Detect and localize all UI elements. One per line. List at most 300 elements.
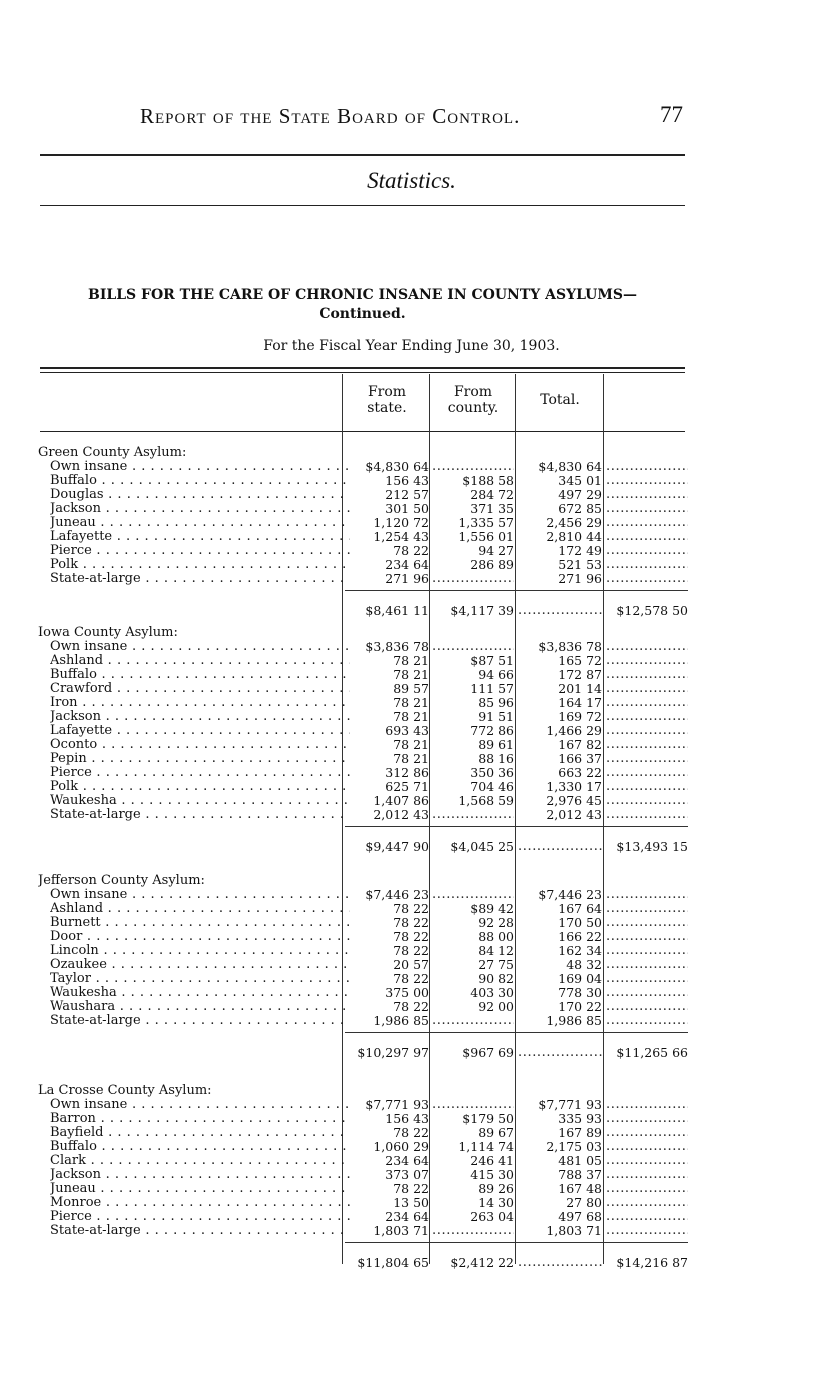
- dot-leader: [606, 1154, 688, 1168]
- from-state-value: $3,836 78: [365, 639, 429, 654]
- from-county-value: $188 58: [462, 473, 514, 488]
- from-state-value: 212 57: [385, 487, 429, 502]
- dot-leader: [606, 916, 688, 930]
- county-label: State-at-large . . .: [50, 1014, 350, 1028]
- from-state-value: 1,254 43: [373, 529, 429, 544]
- table-row: [0, 1000, 823, 1014]
- total-value: 169 04: [558, 971, 602, 986]
- sum-from-county: $4,045 25: [450, 839, 514, 854]
- table-row: [0, 902, 823, 916]
- table-row: [0, 724, 823, 738]
- total-value: 167 48: [558, 1181, 602, 1196]
- from-county-value: 371 35: [470, 501, 514, 516]
- dot-leader: [518, 1046, 602, 1060]
- sum-from-state: $10,297 97: [357, 1045, 429, 1060]
- table-row: [0, 972, 823, 986]
- from-state-value: 1,060 29: [373, 1139, 429, 1154]
- from-county-value: 1,114 74: [458, 1139, 514, 1154]
- from-state-value: 78 22: [393, 901, 429, 916]
- dot-leader: [606, 516, 688, 530]
- from-state-value: 78 21: [393, 737, 429, 752]
- asylum-heading: [0, 1084, 823, 1098]
- county-label: Buffalo . . .: [50, 668, 350, 682]
- county-label: Taylor . . .: [50, 972, 350, 986]
- dot-leader: [606, 654, 688, 668]
- county-label: Ozaukee . . .: [50, 958, 350, 972]
- from-county-value: 1,568 59: [458, 793, 514, 808]
- from-county-value: 772 86: [470, 723, 514, 738]
- from-state-value: 234 64: [385, 1209, 429, 1224]
- table-row: [0, 530, 823, 544]
- table-row: [0, 752, 823, 766]
- dot-leader: [606, 1014, 688, 1028]
- from-state-value: 13 50: [393, 1195, 429, 1210]
- dot-leader: [606, 958, 688, 972]
- table-head-rule: [40, 431, 685, 432]
- page-number: 77: [660, 102, 683, 127]
- dot-leader: [432, 572, 514, 586]
- dot-leader: [606, 1168, 688, 1182]
- county-label: Lafayette . . .: [50, 530, 350, 544]
- total-value: 672 85: [558, 501, 602, 516]
- dot-leader: [518, 1256, 602, 1270]
- from-state-value: 373 07: [385, 1167, 429, 1182]
- dot-leader: [606, 902, 688, 916]
- total-value: 167 82: [558, 737, 602, 752]
- col-head-total: Total.: [540, 392, 580, 408]
- table-row: [0, 558, 823, 572]
- table-row: [0, 710, 823, 724]
- grand-total: $14,216 87: [616, 1255, 688, 1270]
- total-value: 169 72: [558, 709, 602, 724]
- dot-leader: [606, 696, 688, 710]
- county-label: Own insane . . .: [50, 1098, 350, 1112]
- table-row: [0, 1182, 823, 1196]
- dot-leader: [606, 572, 688, 586]
- total-value: 1,466 29: [546, 723, 602, 738]
- county-label: Bayfield . . .: [50, 1126, 350, 1140]
- total-value: 2,456 29: [546, 515, 602, 530]
- sum-rule: [345, 590, 688, 591]
- from-state-value: 78 21: [393, 695, 429, 710]
- sum-from-county: $4,117 39: [450, 603, 514, 618]
- county-label: Iron . . .: [50, 696, 350, 710]
- from-county-value: 286 89: [470, 557, 514, 572]
- from-state-value: 1,120 72: [373, 515, 429, 530]
- from-county-value: 89 67: [478, 1125, 514, 1140]
- from-county-value: 85 96: [478, 695, 514, 710]
- from-county-value: 92 00: [478, 999, 514, 1014]
- dot-leader: [606, 766, 688, 780]
- from-state-value: 234 64: [385, 557, 429, 572]
- table-title-line2: Continued.: [319, 306, 406, 322]
- from-county-value: $87 51: [470, 653, 514, 668]
- total-value: 170 22: [558, 999, 602, 1014]
- from-county-value: 84 12: [478, 943, 514, 958]
- table-row: [0, 1112, 823, 1126]
- from-state-value: 78 22: [393, 1181, 429, 1196]
- section-rule: [40, 205, 685, 206]
- from-state-value: 312 86: [385, 765, 429, 780]
- dot-leader: [606, 1126, 688, 1140]
- from-state-value: 78 22: [393, 915, 429, 930]
- grand-total: $13,493 15: [616, 839, 688, 854]
- from-county-value: 1,335 57: [458, 515, 514, 530]
- dot-leader: [606, 460, 688, 474]
- table-row: [0, 1140, 823, 1154]
- total-value: 271 96: [558, 571, 602, 586]
- col-head-from-state: From state.: [367, 384, 407, 416]
- table-top-rule-thin: [40, 372, 685, 373]
- table-row: [0, 766, 823, 780]
- dot-leader: [606, 544, 688, 558]
- from-state-value: 78 21: [393, 751, 429, 766]
- county-label: Polk . . .: [50, 558, 350, 572]
- from-county-value: 403 30: [470, 985, 514, 1000]
- table-row: [0, 1126, 823, 1140]
- sum-from-county: $2,412 22: [450, 1255, 514, 1270]
- total-value: $4,830 64: [538, 459, 602, 474]
- dot-leader: [432, 888, 514, 902]
- dot-leader: [606, 488, 688, 502]
- county-label: Pierce . . .: [50, 1210, 350, 1224]
- total-value: 2,012 43: [546, 807, 602, 822]
- dot-leader: [606, 502, 688, 516]
- total-value: 170 50: [558, 915, 602, 930]
- from-county-value: 284 72: [470, 487, 514, 502]
- county-label: Juneau . . .: [50, 1182, 350, 1196]
- grand-total: $11,265 66: [616, 1045, 688, 1060]
- county-label: Pierce . . .: [50, 766, 350, 780]
- dot-leader: [606, 1112, 688, 1126]
- dot-leader: [432, 1098, 514, 1112]
- dot-leader: [606, 986, 688, 1000]
- dot-leader: [606, 1224, 688, 1238]
- total-value: 521 53: [558, 557, 602, 572]
- county-label: Pepin . . .: [50, 752, 350, 766]
- total-value: 2,175 03: [546, 1139, 602, 1154]
- from-county-value: 415 30: [470, 1167, 514, 1182]
- total-value: 2,810 44: [546, 529, 602, 544]
- from-county-value: 27 75: [478, 957, 514, 972]
- total-value: 778 30: [558, 985, 602, 1000]
- from-state-value: $7,446 23: [365, 887, 429, 902]
- county-label: Buffalo . . .: [50, 474, 350, 488]
- from-state-value: 78 21: [393, 667, 429, 682]
- county-label: State-at-large . . .: [50, 572, 350, 586]
- total-value: 345 01: [558, 473, 602, 488]
- county-label: Lafayette . . .: [50, 724, 350, 738]
- table-row: [0, 1196, 823, 1210]
- from-county-value: 90 82: [478, 971, 514, 986]
- from-state-value: 78 22: [393, 971, 429, 986]
- county-label: Waukesha . . .: [50, 986, 350, 1000]
- table-row: [0, 794, 823, 808]
- sum-rule: [345, 1242, 688, 1243]
- county-label: Juneau . . .: [50, 516, 350, 530]
- subtotal-row: [0, 604, 823, 618]
- dot-leader: [606, 752, 688, 766]
- county-label: Douglas . . .: [50, 488, 350, 502]
- dot-leader: [606, 794, 688, 808]
- from-state-value: 156 43: [385, 1111, 429, 1126]
- county-label: Door . . .: [50, 930, 350, 944]
- dot-leader: [606, 558, 688, 572]
- county-label: Buffalo . . .: [50, 1140, 350, 1154]
- dot-leader: [606, 1196, 688, 1210]
- table-row: [0, 930, 823, 944]
- dot-leader: [606, 972, 688, 986]
- from-state-value: 625 71: [385, 779, 429, 794]
- from-state-value: 78 22: [393, 999, 429, 1014]
- dot-leader: [606, 738, 688, 752]
- dot-leader: [606, 930, 688, 944]
- table-row: [0, 1168, 823, 1182]
- dot-leader: [432, 640, 514, 654]
- table-row: [0, 1098, 823, 1112]
- from-state-value: 20 57: [393, 957, 429, 972]
- from-county-value: $179 50: [462, 1111, 514, 1126]
- sum-from-state: $8,461 11: [365, 603, 429, 618]
- county-label: Oconto . . .: [50, 738, 350, 752]
- from-state-value: 78 22: [393, 1125, 429, 1140]
- county-label: Pierce . . .: [50, 544, 350, 558]
- total-value: 172 87: [558, 667, 602, 682]
- table-row: [0, 1154, 823, 1168]
- dot-leader: [606, 808, 688, 822]
- dot-leader: [606, 1182, 688, 1196]
- county-label: State-at-large . . .: [50, 1224, 350, 1238]
- county-label: Ashland . . .: [50, 654, 350, 668]
- from-state-value: 78 22: [393, 929, 429, 944]
- dot-leader: [606, 530, 688, 544]
- dot-leader: [606, 1210, 688, 1224]
- county-label: Own insane . . .: [50, 888, 350, 902]
- total-value: 201 14: [558, 681, 602, 696]
- from-state-value: $4,830 64: [365, 459, 429, 474]
- table-row: [0, 958, 823, 972]
- table-title: [30, 286, 695, 324]
- table-row: [0, 682, 823, 696]
- dot-leader: [606, 682, 688, 696]
- dot-leader: [606, 1140, 688, 1154]
- table-row: [0, 516, 823, 530]
- dot-leader: [606, 474, 688, 488]
- from-county-value: $89 42: [470, 901, 514, 916]
- dot-leader: [606, 710, 688, 724]
- from-county-value: 89 26: [478, 1181, 514, 1196]
- from-state-value: 78 21: [393, 653, 429, 668]
- county-label: Jackson . . .: [50, 1168, 350, 1182]
- table-row: [0, 572, 823, 586]
- sum-rule: [345, 1032, 688, 1033]
- subtotal-row: [0, 1046, 823, 1060]
- dot-leader: [432, 1014, 514, 1028]
- total-value: 166 37: [558, 751, 602, 766]
- total-value: 788 37: [558, 1167, 602, 1182]
- county-label: Lincoln . . .: [50, 944, 350, 958]
- county-label: Waushara . . .: [50, 1000, 350, 1014]
- subtotal-row: [0, 1256, 823, 1270]
- total-value: 1,986 85: [546, 1013, 602, 1028]
- from-county-value: 91 51: [478, 709, 514, 724]
- dot-leader: [432, 1224, 514, 1238]
- from-state-value: 1,407 86: [373, 793, 429, 808]
- county-label: Own insane . . .: [50, 460, 350, 474]
- asylum-heading: [0, 626, 823, 640]
- total-value: 167 89: [558, 1125, 602, 1140]
- dot-leader: [606, 1000, 688, 1014]
- county-label: Own insane . . .: [50, 640, 350, 654]
- total-value: 663 22: [558, 765, 602, 780]
- from-state-value: 1,986 85: [373, 1013, 429, 1028]
- dot-leader: [606, 640, 688, 654]
- total-value: 167 64: [558, 901, 602, 916]
- from-state-value: 156 43: [385, 473, 429, 488]
- county-label: Jackson . . .: [50, 502, 350, 516]
- from-state-value: 693 43: [385, 723, 429, 738]
- county-label: Monroe . . .: [50, 1196, 350, 1210]
- total-value: 164 17: [558, 695, 602, 710]
- asylum-name: Jefferson County Asylum:: [38, 874, 205, 888]
- county-label: State-at-large . . .: [50, 808, 350, 822]
- asylum-name: Green County Asylum:: [38, 446, 187, 460]
- total-value: 335 93: [558, 1111, 602, 1126]
- total-value: $3,836 78: [538, 639, 602, 654]
- asylum-heading: [0, 874, 823, 888]
- dot-leader: [606, 888, 688, 902]
- table-row: [0, 808, 823, 822]
- total-value: $7,771 93: [538, 1097, 602, 1112]
- from-county-value: 14 30: [478, 1195, 514, 1210]
- col-head-from-county: From county.: [447, 384, 499, 416]
- sum-from-state: $11,804 65: [357, 1255, 429, 1270]
- table-row: [0, 1014, 823, 1028]
- asylum-name: La Crosse County Asylum:: [38, 1084, 212, 1098]
- total-value: $7,446 23: [538, 887, 602, 902]
- from-state-value: $7,771 93: [365, 1097, 429, 1112]
- table-row: [0, 640, 823, 654]
- from-state-value: 78 22: [393, 543, 429, 558]
- total-value: 48 32: [566, 957, 602, 972]
- grand-total: $12,578 50: [616, 603, 688, 618]
- table-row: [0, 944, 823, 958]
- from-county-value: 94 66: [478, 667, 514, 682]
- asylum-name: Iowa County Asylum:: [38, 626, 178, 640]
- from-county-value: 246 41: [470, 1153, 514, 1168]
- dot-leader: [606, 668, 688, 682]
- total-value: 165 72: [558, 653, 602, 668]
- from-county-value: 111 57: [470, 681, 514, 696]
- from-county-value: 88 00: [478, 929, 514, 944]
- table-row: [0, 986, 823, 1000]
- dot-leader: [606, 944, 688, 958]
- from-county-value: 92 28: [478, 915, 514, 930]
- table-row: [0, 696, 823, 710]
- from-state-value: 78 21: [393, 709, 429, 724]
- from-county-value: 88 16: [478, 751, 514, 766]
- table-title-line1: BILLS FOR THE CARE OF CHRONIC INSANE IN COUNTY ASYLUMS—: [87, 287, 637, 303]
- dot-leader: [606, 780, 688, 794]
- total-value: 166 22: [558, 929, 602, 944]
- total-value: 162 34: [558, 943, 602, 958]
- table-row: [0, 1224, 823, 1238]
- from-state-value: 78 22: [393, 943, 429, 958]
- from-state-value: 301 50: [385, 501, 429, 516]
- from-county-value: 89 61: [478, 737, 514, 752]
- county-label: Burnett . . .: [50, 916, 350, 930]
- from-county-value: 1,556 01: [458, 529, 514, 544]
- section-title: Statistics.: [367, 168, 456, 193]
- table-row: [0, 502, 823, 516]
- table-subtitle: For the Fiscal Year Ending June 30, 1903.: [263, 338, 560, 354]
- table-row: [0, 474, 823, 488]
- asylum-heading: [0, 446, 823, 460]
- total-value: 481 05: [558, 1153, 602, 1168]
- county-label: Clark . . .: [50, 1154, 350, 1168]
- sum-from-county: $967 69: [462, 1045, 514, 1060]
- county-label: Waukesha . . .: [50, 794, 350, 808]
- table-row: [0, 460, 823, 474]
- total-value: 497 68: [558, 1209, 602, 1224]
- from-county-value: 94 27: [478, 543, 514, 558]
- sum-from-state: $9,447 90: [365, 839, 429, 854]
- subtotal-row: [0, 840, 823, 854]
- total-value: 172 49: [558, 543, 602, 558]
- total-value: 2,976 45: [546, 793, 602, 808]
- running-title: Report of the State Board of Control.: [140, 104, 521, 128]
- total-value: 1,330 17: [546, 779, 602, 794]
- table-row: [0, 488, 823, 502]
- county-label: Polk . . .: [50, 780, 350, 794]
- from-state-value: 1,803 71: [373, 1223, 429, 1238]
- running-head: [0, 100, 823, 134]
- table-row: [0, 668, 823, 682]
- total-value: 497 29: [558, 487, 602, 502]
- dot-leader: [606, 1098, 688, 1112]
- table-top-rule: [40, 367, 685, 369]
- table-row: [0, 544, 823, 558]
- county-label: Ashland . . .: [50, 902, 350, 916]
- table-row: [0, 916, 823, 930]
- from-county-value: 704 46: [470, 779, 514, 794]
- from-state-value: 271 96: [385, 571, 429, 586]
- dot-leader: [432, 460, 514, 474]
- table-row: [0, 888, 823, 902]
- table-row: [0, 1210, 823, 1224]
- total-value: 27 80: [566, 1195, 602, 1210]
- dot-leader: [518, 604, 602, 618]
- from-state-value: 375 00: [385, 985, 429, 1000]
- from-county-value: 350 36: [470, 765, 514, 780]
- dot-leader: [606, 724, 688, 738]
- from-county-value: 263 04: [470, 1209, 514, 1224]
- county-label: Barron . . .: [50, 1112, 350, 1126]
- from-state-value: 234 64: [385, 1153, 429, 1168]
- from-state-value: 89 57: [393, 681, 429, 696]
- county-label: Jackson . . .: [50, 710, 350, 724]
- table-row: [0, 738, 823, 752]
- table-row: [0, 780, 823, 794]
- county-label: Crawford . . .: [50, 682, 350, 696]
- dot-leader: [432, 808, 514, 822]
- sum-rule: [345, 826, 688, 827]
- from-state-value: 2,012 43: [373, 807, 429, 822]
- dot-leader: [518, 840, 602, 854]
- table-row: [0, 654, 823, 668]
- header-rule: [40, 154, 685, 156]
- total-value: 1,803 71: [546, 1223, 602, 1238]
